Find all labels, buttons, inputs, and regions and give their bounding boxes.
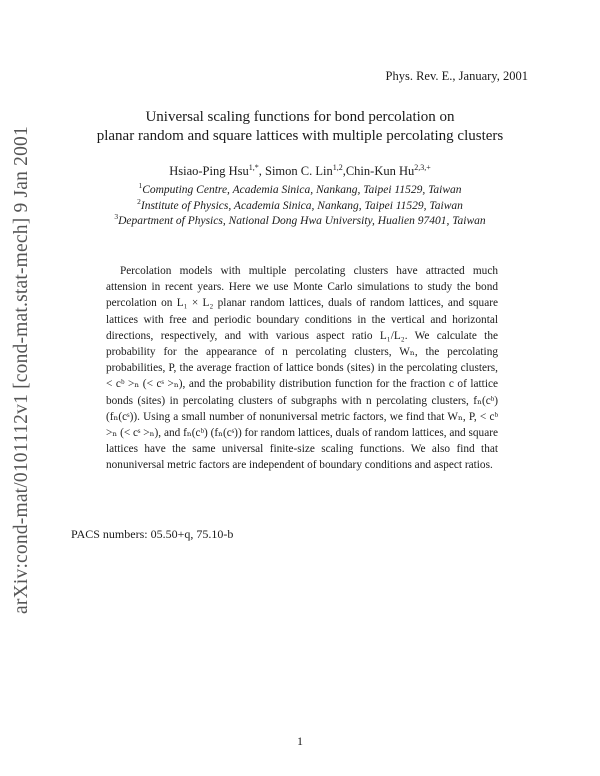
author-marks: 2,3,+ bbox=[414, 163, 431, 172]
abstract: Percolation models with multiple percolating clusters have attracted much attension in recent years. Here we use Monte Carlo simulations to study the bond percolation on L₁ × L₂ planar random lattices, duals of random lattices, and square lattices with free and periodic boundary conditions in the vertical and horizontal directions, respectively, and with various aspect ratio L₁/L₂. We calculate the probability for the appearance of n percolating clusters, Wₙ, the percolating probabilities, P, the average fraction of lattice bonds (sites) in the percolating clusters, < cᵇ >ₙ (< cˢ >ₙ), and the probability distribution function for the fraction c of lattice bonds (sites) in percolating clusters of subgraphs with n percolating clusters, fₙ(cᵇ) (fₙ(cˢ)). Using a small number of nonuniversal metric factors, we find that Wₙ, P, < cᵇ >ₙ (< cˢ >ₙ), and fₙ(cᵇ) (fₙ(cˢ)) for random lattices, duals of random lattices, and square lattices have the same universal finite-size scaling functions. We also find that nonuniversal metric factors are independent of boundary conditions and aspect ratios. bbox=[106, 265, 498, 472]
title-line-2: planar random and square lattices with multiple percolating clusters bbox=[96, 128, 504, 144]
affiliation-mark: 2 bbox=[137, 197, 141, 206]
author-marks: 1,2 bbox=[332, 163, 343, 172]
author-list: Hsiao-Ping Hsu$^{1,*}$, Simon C. Lin$^{1,2}$,Chin-Kun $Hu^{2,3,+}$ bbox=[169, 163, 431, 179]
journal-line: Phys. Rev. E., January, 2001 bbox=[385, 69, 528, 83]
arxiv-stamp bbox=[0, 0, 40, 776]
paper-title bbox=[60, 108, 540, 146]
arxiv-identifier: arXiv:cond-mat/0101112v1 [cond-mat.stat-mech] 9 Jan 2001 bbox=[11, 126, 32, 614]
author-name: Chin-Kun Hu bbox=[345, 164, 415, 179]
author-name: Simon C. Lin bbox=[265, 164, 333, 179]
affiliation bbox=[60, 181, 540, 196]
affiliation bbox=[60, 197, 540, 212]
affiliation-mark: 3 bbox=[114, 212, 119, 221]
pacs-numbers: PACS numbers: 05.50+q, 75.10-b bbox=[71, 527, 234, 541]
author-name: Hsiao-Ping Hsu bbox=[169, 164, 249, 179]
title-line-1: Universal scaling functions for bond percolation on bbox=[145, 109, 455, 125]
affiliation-text: Computing Centre, Academia Sinica, Nankang, Taipei 11529, Taiwan bbox=[142, 183, 462, 196]
affiliation-text: Institute of Physics, Academia Sinica, Nankang, Taipei 11529, Taiwan bbox=[140, 199, 463, 212]
affiliation bbox=[60, 212, 540, 227]
author-marks: 1,* bbox=[248, 163, 259, 172]
affiliation-text: Department of Physics, National Dong Hwa University, Hualien 97401, Taiwan bbox=[118, 214, 486, 227]
affiliation-mark: 1 bbox=[138, 181, 143, 190]
page-number: 1 bbox=[297, 734, 303, 748]
